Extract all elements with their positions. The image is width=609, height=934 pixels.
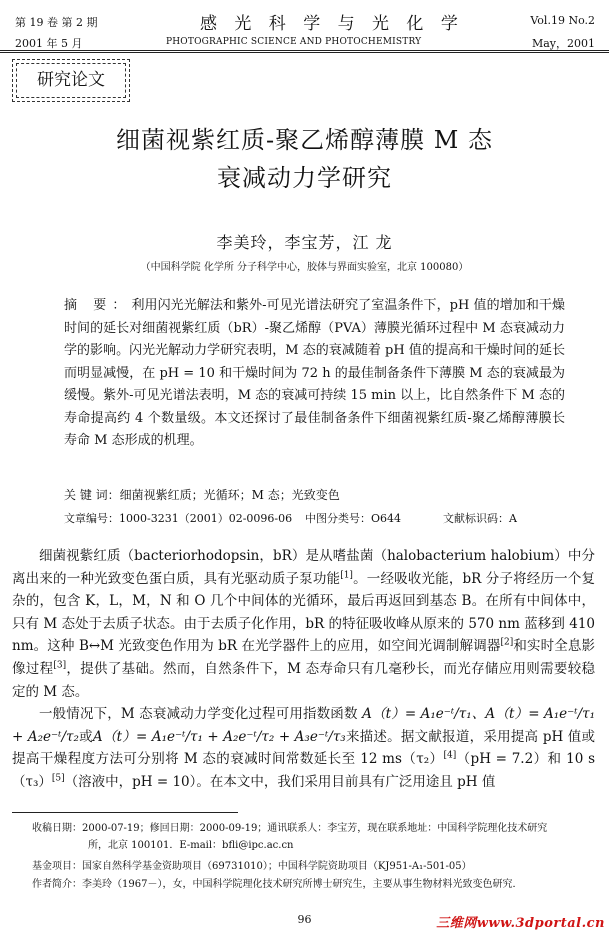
p2-or: 或 [78,728,93,745]
article-number: 文章编号：1000-3231（2001）02-0096-06 [64,512,293,525]
body-text [12,545,595,794]
footnote-rule [12,812,238,813]
p2-text-c: （pH = 7.2）和 10 s（τ₃） [12,751,595,790]
footnote-received-cont: 所，北京 100101．E-mail：bfli@ipc.ac.cn [88,840,294,851]
body-paragraph-1 [12,545,595,703]
journal-title-en: PHOTOGRAPHIC SCIENCE AND PHOTOCHEMISTRY [166,37,422,47]
clc-number: 中图分类号：O644 [305,512,402,525]
date-cn: 2001 年 5 月 [15,37,83,50]
formula-1: A（t）= A₁e⁻ᵗ/τ₁、A（t）= A₁e⁻ᵗ/τ₁ + A₂e⁻ᵗ/τ₂ [12,706,596,745]
authors: 李美玲，李宝芳，江 龙 [216,233,393,252]
citation-ref-3: [3] [53,660,67,671]
journal-title-cn: 感 光 科 学 与 光 化 学 [200,14,464,34]
document-code: 文献标识码：A [443,512,517,525]
date-en: May，2001 [531,37,595,50]
footnote-funding: 基金项目：国家自然科学基金资助项目（69731010）；中国科学院资助项目（KJ951-A₁-501-05） [32,861,472,872]
p2-text-d: （溶液中，pH = 10）。在本文中，我们采用目前具有广泛用途且 pH 值 [64,773,496,790]
formula-2: A（t）= A₁e⁻ᵗ/τ₁ + A₂e⁻ᵗ/τ₂ + A₃e⁻ᵗ/τ₃ [92,728,346,745]
p1-text-b: 。一经吸收光能，bR 分子将经历一个复杂的，包含 K，L，M，N 和 O 几个中间体的光循环，最后再返回到基态 B。在所有中间体中，只有 M 态处于去质子状态。由于去质子化作用，bR 的特征吸收峰从原来的 570 nm 蓝移到 410 nm。这种 B↔M 光致变色作用为 bR 在光学器件上的应用，如空间光调制解调器 [12,570,595,655]
keywords-label: 关 键 词： [64,488,120,502]
body-paragraph-2 [12,703,595,793]
citation-ref-5: [5] [51,773,65,784]
abstract-text: 利用闪光光解法和紫外-可见光谱法研究了室温条件下，pH 值的增加和干燥时间的延长对细菌视紫红质（bR）-聚乙烯醇（PVA）薄膜光循环过程中 M 态衰减动力学的影响。闪光光解动力学研究表明，M 态的衰减随着 pH 值的提高和干燥时间的延长而明显减慢，在 pH = 10 和干燥时间为 72 h 的最佳制备条件下薄膜 M 态的衰减最为缓慢。紫外-可见光谱法表明，M 态的衰减可持续 15 min 以上，比自然条件下 M 态的寿命提高约 4 个数量级。本文还探讨了最佳制备条件下细菌视紫红质-聚乙烯醇薄膜长寿命 M 态形成的机理。 [64,298,565,448]
footnote-author-bio: 作者简介：李美玲（1967－），女，中国科学院理化技术研究所博士研究生，主要从事生物材料光致变色研究． [32,879,523,890]
p1-text-d: ，提供了基础。然而，自然条件下，M 态寿命只有几毫秒长，而光存储应用则需要较稳定的 M 态。 [12,660,595,700]
p2-text-a: 一般情况下，M 态衰减动力学变化过程可用指数函数 [39,706,358,723]
p1-text-c: 和实时全息影像过程 [12,638,596,677]
volume-issue-en: Vol.19 No.2 [530,14,595,27]
header-rule [0,50,609,51]
p1-text-a: 细菌视紫红质（bacteriorhodopsin，bR）是从嗜盐菌（halobacterium halobium）中分离出来的一种光致变色蛋白质，具有光驱动质子泵功能 [12,548,595,587]
abstract [64,295,565,453]
paper-title-line1: 细菌视紫红质-聚乙烯醇薄膜 M 态 [116,126,493,154]
volume-issue: 第 19 卷 第 2 期 [15,16,98,29]
section-stamp: 研究论文 [16,63,126,98]
affiliation: （中国科学院 化学所 分子科学中心，胶体与界面实验室，北京 100080） [140,262,469,273]
citation-ref-4: [4] [443,750,457,761]
keywords-text: 细菌视紫红质；光循环；M 态；光致变色 [119,488,340,502]
page-number: 96 [297,913,312,926]
p2-text-b: 来描述。据文献报道，采用提高 pH 值或提高干燥程度方法可分别将 M 态的衰减时间常数延长至 12 ms（τ₂） [12,728,596,768]
paper-title-line2: 衰减动力学研究 [217,164,392,192]
citation-ref-2: [2] [500,637,514,648]
header-rule-secondary [0,52,609,53]
watermark: 三维网www.3dportal.cn [436,916,605,931]
keywords [64,486,340,503]
footnote-received: 收稿日期：2000-07-19；修回日期：2000-09-19；通讯联系人：李宝芳，现在联系地址：中国科学院理化技术研究 [32,823,548,834]
citation-ref-1: [1] [340,570,353,581]
abstract-label: 摘 要： [64,298,132,313]
